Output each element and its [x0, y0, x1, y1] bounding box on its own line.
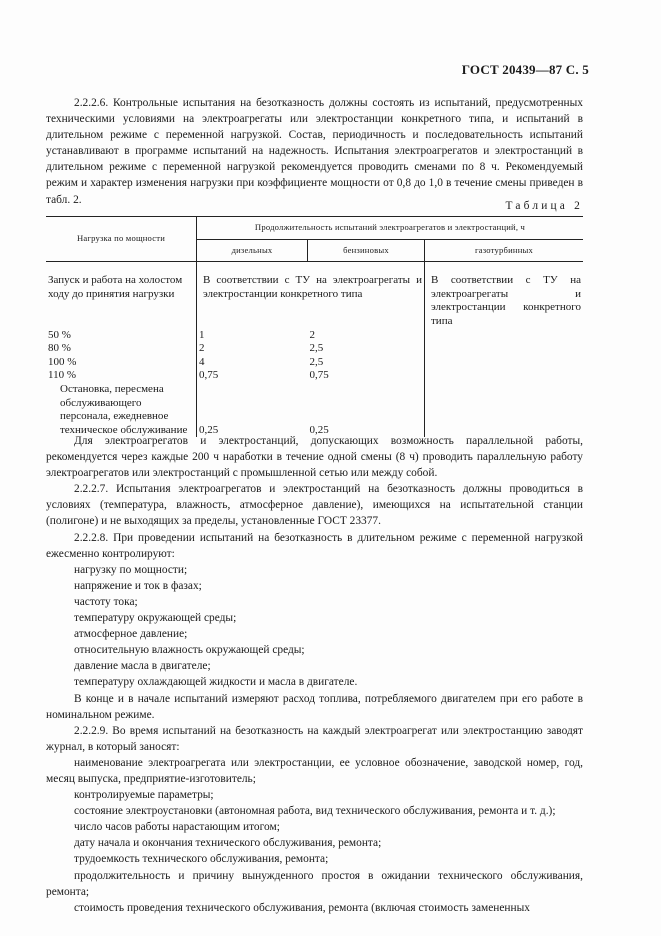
- list-item: нагрузку по мощности;: [74, 563, 188, 576]
- table-row: [46, 356, 583, 370]
- table-header-load: Нагрузка по мощности: [46, 217, 197, 262]
- table-cell-diesel: 0,75: [199, 369, 219, 382]
- list-item: относительную влажность окружающей среды;: [74, 644, 305, 657]
- table-row: [46, 329, 583, 343]
- paragraph-fuel: В конце и в начале испытаний измеряют расход топлива, потребляемого двигателем при его работе в номинальном режиме.: [46, 692, 583, 721]
- list-item: стоимость проведения технического обслуживания, ремонта (включая стоимость замененных: [74, 901, 530, 914]
- list-item: температуру окружающей среды;: [74, 612, 237, 625]
- paragraph-2228: 2.2.2.8. При проведении испытаний на безотказность в длительном режиме с переменной нагрузкой ежесменно контролируют:: [46, 531, 583, 560]
- list-item: дату начала и окончания технического обслуживания, ремонта;: [74, 837, 382, 850]
- page-header: ГОСТ 20439—87 С. 5: [461, 62, 589, 77]
- list-item: число часов работы нарастающим итогом;: [74, 821, 280, 834]
- body-text: [46, 433, 583, 916]
- list-item: атмосферное давление;: [74, 628, 188, 641]
- list-2229: [46, 755, 583, 916]
- table-caption: Таблица 2: [505, 200, 583, 212]
- table-cell-petrol: 0,75: [309, 369, 329, 382]
- table-cell-petrol: 2,5: [309, 342, 324, 355]
- paragraph-parallel: Для электроагрегатов и электростанций, допускающих возможность параллельной работы, рекомендуется через каждые 200 ч наработки в течение одной смены (8 ч) проводить параллельную работу электроагрегатов или электростанций с промышленной сетью или между собой.: [46, 435, 583, 480]
- table-cell-load: 50 %: [46, 329, 197, 343]
- list-item: контролируемые параметры;: [74, 789, 214, 802]
- table-header-diesel: дизельных: [197, 239, 308, 262]
- table-header-gas: газотурбинных: [425, 239, 584, 262]
- paragraph-2226-text: 2.2.2.6. Контрольные испытания на безотказность должны состоять из испытаний, предусмотренных техническими условиями на электроагрегаты или электростанции конкретного типа, и испытаний в длительном режиме с переменной нагрузкой. Состав, периодичность и последовательность испытаний устанавливают в программе испытаний на надежность. Испытания электроагрегатов и электростанций в длительном режиме с переменной нагрузкой рекомендуется проводить сменами по 8 ч. Рекомендуемый режим и характер изменения нагрузки при коэффициенте мощности от 0,8 до 1,0 в течение смены приведен в табл. 2.: [46, 97, 583, 206]
- table-row: [46, 342, 583, 356]
- table-cell-diesel-petrol: В соответствии с ТУ на электроагрегаты и электростанции конкретного типа: [203, 274, 422, 300]
- table-2: [46, 216, 583, 437]
- table-cell-diesel: 0,25: [199, 423, 219, 436]
- table-cell-load: Запуск и работа на холостом ходу до принятия нагрузки: [46, 274, 197, 328]
- list-item: напряжение и ток в фазах;: [74, 579, 202, 592]
- table-row: [46, 369, 583, 383]
- table-cell-load: Остановка, пересмена обслуживающего персонала, ежедневное техническое обслуживание: [46, 383, 197, 437]
- paragraph-2226: [46, 95, 583, 208]
- paragraph-2229: 2.2.2.9. Во время испытаний на безотказность на каждый электроагрегат или электростанцию заводят журнал, в который заносят:: [46, 724, 583, 753]
- list-item: температуру охлаждающей жидкости и масла в двигателе.: [74, 676, 358, 689]
- table-cell-load: 80 %: [46, 342, 197, 356]
- table-cell-diesel: 4: [199, 355, 205, 368]
- list-item: частоту тока;: [74, 595, 138, 608]
- table-cell-petrol: 2: [309, 328, 315, 341]
- table-header-petrol: бензиновых: [308, 239, 425, 262]
- list-item: наименование электроагрегата или электростанции, ее условное обозначение, заводской номер, год, месяц выпуска, предприятие-изготовитель;: [46, 756, 583, 785]
- table-row: [46, 274, 583, 328]
- paragraph-2227: 2.2.2.7. Испытания электроагрегатов и электростанций на безотказность должны проводиться в условиях (температура, влажность, атмосферное давление), имеющихся на испытательной станции (полигоне) и не выходящих за пределы, установленные ГОСТ 23377.: [46, 483, 583, 528]
- table-cell-load: 110 %: [46, 369, 197, 383]
- table-header-duration: Продолжительность испытаний электроагрегатов и электростанций, ч: [197, 217, 584, 240]
- table-cell-diesel: 2: [199, 342, 205, 355]
- list-item: продолжительность и причину вынужденного простоя в ожидании технического обслуживания, ремонта;: [46, 869, 583, 898]
- table-cell-petrol: 0,25: [309, 423, 329, 436]
- table-cell-load: 100 %: [46, 356, 197, 370]
- table-cell-diesel: 1: [199, 328, 205, 341]
- list-item: трудоемкость технического обслуживания, ремонта;: [74, 853, 329, 866]
- table-cell-petrol: 2,5: [309, 355, 324, 368]
- table-cell-gas: В соответствии с ТУ на электроагрегаты и электростанции конкретного типа: [425, 274, 584, 328]
- list-item: давление масла в двигателе;: [74, 660, 211, 673]
- list-item: состояние электроустановки (автономная работа, вид технического обслуживания, ремонта и т. д.);: [74, 805, 556, 818]
- list-2228: [46, 562, 583, 691]
- table-row: [46, 383, 583, 437]
